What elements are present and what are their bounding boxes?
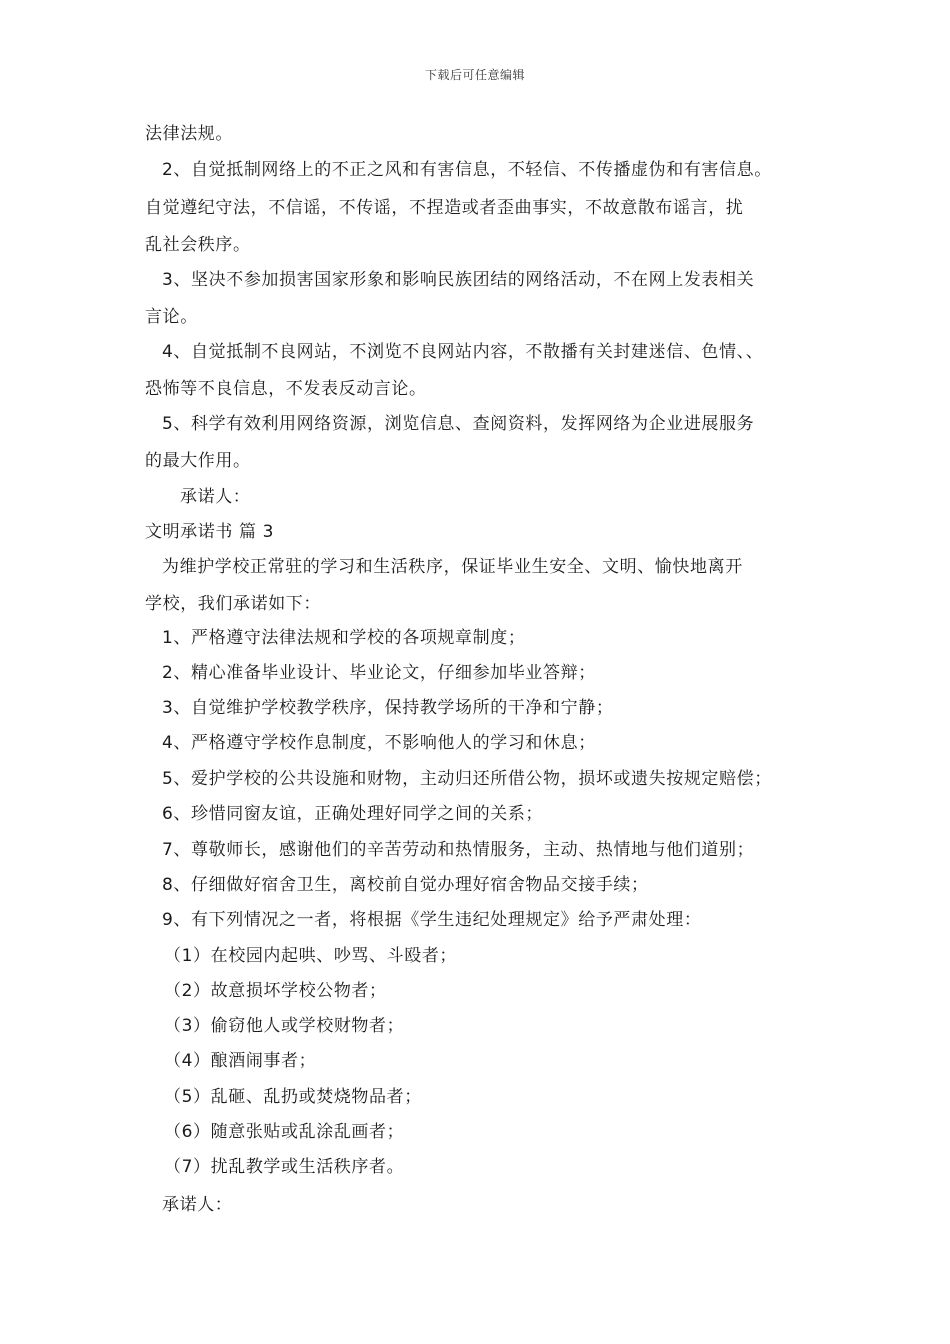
list-item: 3、自觉维护学校教学秩序，保持教学场所的干净和宁静； bbox=[162, 698, 614, 718]
list-item: 8、仔细做好宿舍卫生，离校前自觉办理好宿舍物品交接手续； bbox=[162, 875, 649, 895]
list-item: 5、爱护学校的公共设施和财物，主动归还所借公物，损坏或遗失按规定赔偿； bbox=[162, 769, 772, 789]
sub-list-item: （7）扰乱教学或生活秩序者。 bbox=[164, 1157, 405, 1177]
text-line: 自觉遵纪守法，不信谣，不传谣，不捏造或者歪曲事实，不故意散布谣言，扰 bbox=[145, 198, 744, 218]
list-item: 9、有下列情况之一者，将根据《学生违纪处理规定》给予严肃处理： bbox=[162, 910, 702, 930]
sub-list-item: （2）故意损坏学校公物者； bbox=[164, 981, 387, 1001]
list-item: 7、尊敬师长，感谢他们的辛苦劳动和热情服务，主动、热情地与他们道别； bbox=[162, 840, 755, 860]
sub-list-item: （1）在校园内起哄、吵骂、斗殴者； bbox=[164, 946, 458, 966]
sub-list-item: （4）酿酒闹事者； bbox=[164, 1051, 317, 1071]
text-line: 恐怖等不良信息，不发表反动言论。 bbox=[145, 379, 427, 399]
page-header: 下载后可任意编辑 bbox=[424, 68, 525, 82]
list-item: 2、自觉抵制网络上的不正之风和有害信息，不轻信、不传播虚伪和有害信息。 bbox=[162, 160, 772, 180]
text-line: 言论。 bbox=[145, 307, 198, 327]
list-item: 5、科学有效利用网络资源，浏览信息、查阅资料，发挥网络为企业进展服务 bbox=[162, 414, 755, 434]
list-item: 2、精心准备毕业设计、毕业论文，仔细参加毕业答辩； bbox=[162, 663, 596, 683]
text-line: 为维护学校正常驻的学习和生活秩序，保证毕业生安全、文明、愉快地离开 bbox=[162, 557, 743, 577]
text-line: 的最大作用。 bbox=[145, 451, 251, 471]
list-item: 3、坚决不参加损害国家形象和影响民族团结的网络活动，不在网上发表相关 bbox=[162, 270, 755, 290]
sub-list-item: （5）乱砸、乱扔或焚烧物品者； bbox=[164, 1087, 422, 1107]
signature-label: 承诺人： bbox=[180, 487, 251, 507]
list-item: 4、自觉抵制不良网站，不浏览不良网站内容，不散播有关封建迷信、色情、、 bbox=[162, 342, 764, 362]
signature-label: 承诺人： bbox=[162, 1195, 233, 1215]
list-item: 1、严格遵守法律法规和学校的各项规章制度； bbox=[162, 628, 526, 648]
section-title: 文明承诺书 篇 3 bbox=[145, 522, 275, 542]
text-line: 乱社会秩序。 bbox=[145, 235, 251, 255]
list-item: 6、珍惜同窗友谊，正确处理好同学之间的关系； bbox=[162, 804, 544, 824]
text-line: 法律法规。 bbox=[145, 124, 233, 144]
sub-list-item: （6）随意张贴或乱涂乱画者； bbox=[164, 1122, 405, 1142]
text-line: 学校，我们承诺如下： bbox=[145, 594, 321, 614]
sub-list-item: （3）偷窃他人或学校财物者； bbox=[164, 1016, 405, 1036]
list-item: 4、严格遵守学校作息制度，不影响他人的学习和休息； bbox=[162, 733, 596, 753]
